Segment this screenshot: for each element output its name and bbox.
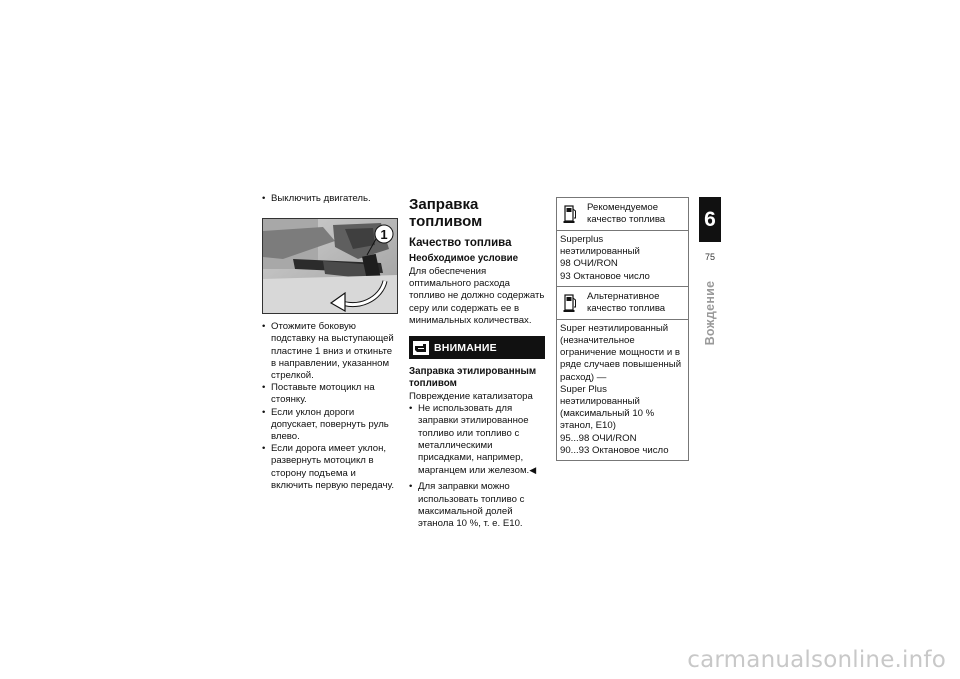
sidestand-illustration — [263, 219, 398, 314]
bullet-park: • Поставьте мотоцикл на стоянку. — [262, 382, 396, 406]
alternative-fuel-values — [557, 320, 688, 460]
chapter-tab: 6 — [699, 197, 721, 242]
section-label-text: Вождение — [703, 280, 717, 346]
column-middle — [409, 196, 545, 530]
recommended-fuel-header — [557, 198, 688, 231]
fuel-line: 98 ОЧИ/RON — [560, 258, 618, 270]
photo-marker-label: 1 — [380, 227, 388, 243]
fuel-line: Superplus неэтилированный — [560, 234, 640, 258]
alternative-fuel-header — [557, 287, 688, 320]
fuel-pump-icon — [563, 204, 577, 224]
column-left — [262, 193, 396, 492]
section-title: Заправка топливом — [409, 196, 483, 230]
bullet-steer-left: • Если уклон дороги допускает, повернуть руль влево. — [262, 407, 396, 444]
fuel-pump-icon — [563, 293, 577, 313]
warning-list — [409, 403, 545, 477]
warning-banner — [409, 336, 545, 359]
fuel-line: Super Plus неэтилированный (максимальный 10 % этанол, E10) — [560, 383, 655, 432]
fuel-line: Super неэтилированный (незначительное ограничение мощности и в ряде случаев повышенный расход) — — [560, 322, 682, 383]
fuel-line: 95...98 ОЧИ/RON — [560, 432, 637, 444]
prerequisite-text: Для обеспечения оптимального расхода топливо не должно содержать серу или содержать ее в минимальных количествах. — [409, 266, 545, 326]
page-number: 75 — [704, 252, 715, 262]
alternative-fuel-heading: Альтернативное качество топлива — [587, 290, 666, 314]
watermark: carmanualsonline.info — [687, 647, 946, 673]
fuel-line: 93 Октановое число — [560, 270, 650, 282]
end-mark-icon: ◀ — [529, 465, 537, 476]
warning-label: ВНИМАНИЕ — [434, 341, 497, 354]
subsection-title: Качество топлива — [409, 237, 512, 249]
bullet-engine-off: • Выключить двигатель. — [262, 193, 396, 205]
hand-warning-icon — [413, 341, 429, 355]
recommended-fuel-box — [556, 197, 689, 287]
list-item — [409, 403, 545, 477]
alternative-fuel-box — [556, 287, 689, 461]
recommended-fuel-heading: Рекомендуемое качество топлива — [587, 202, 666, 225]
column-right — [556, 197, 689, 461]
sidestand-photo — [262, 218, 398, 314]
section-label — [690, 278, 730, 348]
recommended-fuel-values — [557, 231, 688, 286]
prerequisite-heading: Необходимое условие — [409, 253, 519, 264]
bullet-sidestand: • Отожмите боковую подставку на выступающей пластине 1 вниз и откиньте в направлении, указанном стрелкой. — [262, 321, 396, 382]
warning-heading: Заправка этилированным топливом — [409, 366, 537, 390]
warning-bullet-text: Не использовать для заправки этилированное топливо или топливо с металлическими присадками, например, марганцем или железом. — [418, 403, 530, 477]
list-item: • Для заправки можно использовать топливо с максимальной долей этанола 10 %, т. е. E10. — [409, 481, 545, 530]
note-list — [409, 481, 545, 530]
fuel-line: 90...93 Октановое число — [560, 444, 669, 456]
warning-text: Повреждение катализатора — [409, 391, 533, 403]
bullet-slope: • Если дорога имеет уклон, развернуть мотоцикл в сторону подъема и включить первую передачу. — [262, 443, 396, 492]
